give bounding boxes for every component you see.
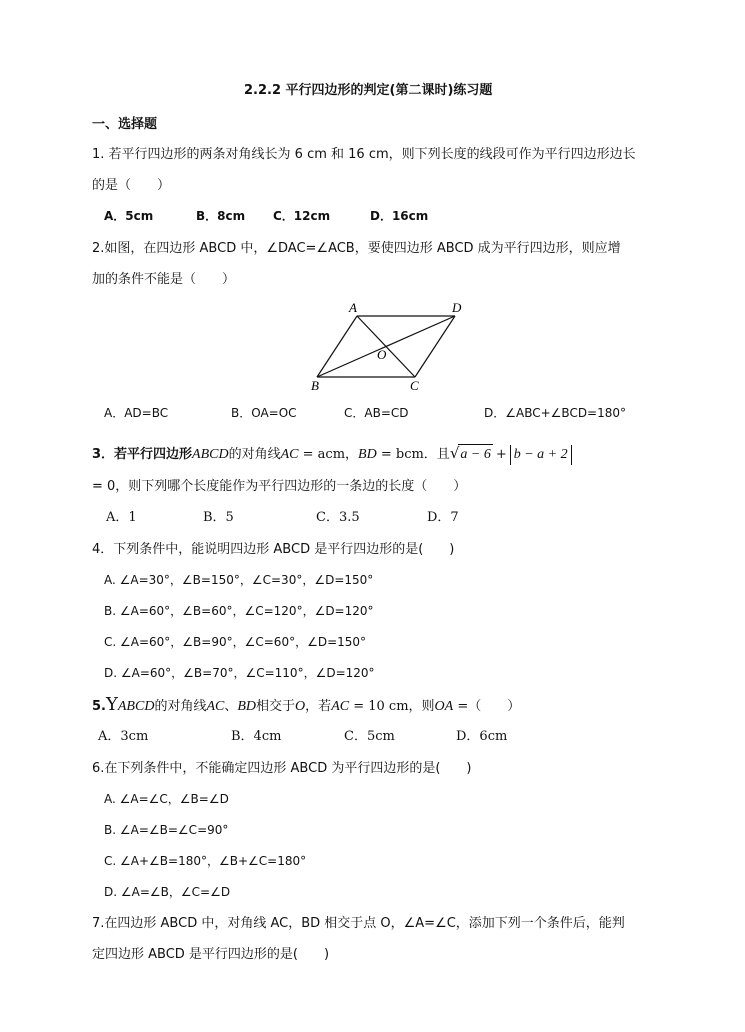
q5-ac: AC <box>206 699 225 714</box>
q3-option-d: D．7 <box>427 510 459 525</box>
q5-option-b: B．4cm <box>231 729 282 744</box>
q2-option-a: A．AD=BC <box>104 406 169 420</box>
q1-option-a: A．5cm <box>104 209 154 223</box>
q3-option-b: B．5 <box>203 510 234 525</box>
section-heading: 一、选择题 <box>92 117 158 132</box>
q2-option-b: B．OA=OC <box>231 406 297 420</box>
q5-stem <box>92 695 520 717</box>
q7-stem-line2: 定四边形 ABCD 是平行四边形的是( ) <box>92 947 330 962</box>
q3-option-a: A．1 <box>106 510 137 525</box>
q5-bd: BD <box>237 699 257 714</box>
label-b: B <box>311 378 319 393</box>
q5-abcd: ABCD <box>117 699 155 714</box>
q3-mid1: 的对角线 <box>228 447 281 462</box>
q2-option-d: D．∠ABC+∠BCD=180° <box>484 406 627 420</box>
q3-eq2: = bcm．且 <box>376 447 450 462</box>
label-o: O <box>377 347 387 362</box>
q1-stem-line2: 的是（ ） <box>92 178 171 193</box>
q3-prefix: 3．若平行四边形 <box>92 447 193 462</box>
q7-stem-line1: 7.在四边形 ABCD 中，对角线 AC，BD 相交于点 O，∠A=∠C，添加下列一个条件后，能判 <box>92 916 625 931</box>
q3-stem-line2: = 0，则下列哪个长度能作为平行四边形的一条边的长度（ ） <box>92 479 467 494</box>
q4-option-c: C. ∠A=60°，∠B=90°，∠C=60°，∠D=150° <box>104 635 367 649</box>
q5-eq: = 10 cm，则 <box>349 699 435 714</box>
q5-option-c: C．5cm <box>344 729 395 744</box>
q1-stem-line1: 1. 若平行四边形的两条对角线长为 6 cm 和 16 cm，则下列长度的线段可作为平行四边形边长 <box>92 147 636 162</box>
parallelogram-symbol: Y <box>105 694 118 715</box>
q3-abcd: ABCD <box>192 447 229 462</box>
q1-option-c: C．12cm <box>273 209 331 223</box>
q4-stem: 4．下列条件中，能说明四边形 ABCD 是平行四边形的是( ) <box>92 542 455 557</box>
q6-stem: 6.在下列条件中，不能确定四边形 ABCD 为平行四边形的是( ) <box>92 761 472 776</box>
q5-oa: OA <box>434 699 454 714</box>
worksheet-title: 2.2.2 平行四边形的判定(第二课时)练习题 <box>244 83 493 98</box>
parallelogram-figure <box>300 298 470 394</box>
q5-sep: 、 <box>224 699 238 714</box>
q4-option-b: B. ∠A=60°，∠B=60°，∠C=120°，∠D=120° <box>104 604 374 618</box>
q4-option-d: D. ∠A=60°，∠B=70°，∠C=110°，∠D=120° <box>104 666 375 680</box>
q1-option-b: B．8cm <box>196 209 246 223</box>
label-d: D <box>452 300 462 315</box>
q3-abs-content: b − a + 2 <box>510 445 572 465</box>
q3-sqrt-content: a − 6 <box>458 444 492 465</box>
q3-ac: AC <box>280 447 299 462</box>
q5-mid3: ，若 <box>305 699 332 714</box>
q3-option-c: C．3.5 <box>316 510 360 525</box>
q5-mid2: 相交于 <box>256 699 296 714</box>
q5-number: 5. <box>92 699 106 714</box>
q1-option-d: D．16cm <box>370 209 429 223</box>
q3-stem-line1: 3．若平行四边形ABCD的对角线AC = acm，BD = bcm．且√a − 6 + b − a + 2 <box>92 443 572 465</box>
q6-option-a: A. ∠A=∠C，∠B=∠D <box>104 792 229 806</box>
label-c: C <box>410 378 419 393</box>
q6-option-b: B. ∠A=∠B=∠C=90° <box>104 823 229 837</box>
q5-o: O <box>295 699 306 714</box>
q5-tail: =（ ） <box>453 699 521 714</box>
q3-plus: + <box>495 447 507 462</box>
q2-stem-line2: 加的条件不能是（ ） <box>92 272 236 287</box>
q2-stem-line1: 2.如图，在四边形 ABCD 中，∠DAC=∠ACB，要使四边形 ABCD 成为平行四边形，则应增 <box>92 241 621 256</box>
q5-option-d: D．6cm <box>456 729 508 744</box>
q4-option-a: A. ∠A=30°，∠B=150°，∠C=30°，∠D=150° <box>104 573 374 587</box>
q6-option-c: C. ∠A+∠B=180°，∠B+∠C=180° <box>104 854 307 868</box>
q5-mid1: 的对角线 <box>154 699 207 714</box>
q2-option-c: C．AB=CD <box>344 406 409 420</box>
q3-eq1: = acm， <box>298 447 359 462</box>
label-a: A <box>349 300 357 315</box>
q3-bd: BD <box>358 447 377 462</box>
q5-option-a: A．3cm <box>98 729 149 744</box>
q5-ac2: AC <box>331 699 350 714</box>
q6-option-d: D. ∠A=∠B，∠C=∠D <box>104 885 231 899</box>
